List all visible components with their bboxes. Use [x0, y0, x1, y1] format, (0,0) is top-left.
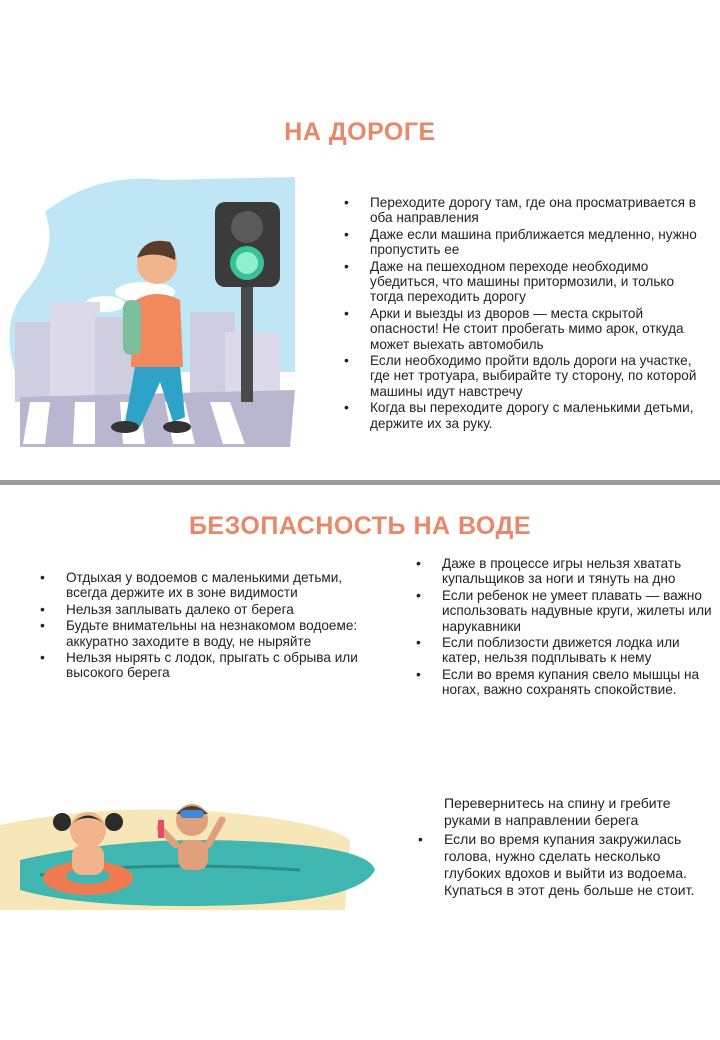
list-item: • Нельзя заплывать далеко от берега	[40, 602, 370, 617]
swimming-children-illustration	[0, 790, 380, 915]
water-rules-list-bottom	[418, 831, 718, 900]
list-item: • Арки и выезды из дворов — места скрытой опасности! Не стоит пробегать мимо арок, откуда может выехать автомобиль	[344, 306, 700, 352]
water-rules-list-right	[416, 556, 716, 699]
lead-text: Перевернитесь на спину и гребите руками в направлении берега	[444, 795, 671, 828]
water-rules-list-left	[40, 570, 370, 682]
list-item: • Если необходимо пройти вдоль дороги на участке, где нет тротуара, выбирайте ту сторону, по которой машины идут навстречу	[344, 353, 700, 399]
list-item: • Даже если машина приближается медленно, нужно пропустить ее	[344, 227, 700, 258]
list-item: • Отдыхая у водоемов с маленькими детьми, всегда держите их в зоне видимости	[40, 570, 370, 601]
pedestrian-crossing-illustration	[5, 172, 305, 457]
road-rules-list	[344, 195, 700, 432]
list-item: • Переходите дорогу там, где она просматривается в оба направления	[344, 195, 700, 226]
list-item: • Если во время купания свело мышцы на ногах, важно сохранять спокойствие.	[416, 667, 716, 698]
list-item: • Нельзя нырять с лодок, прыгать с обрыва или высокого берега	[40, 650, 370, 681]
section-divider	[0, 480, 720, 485]
water-section-title: БЕЗОПАСНОСТЬ НА ВОДЕ	[188, 512, 532, 540]
list-item: • Будьте внимательны на незнакомом водоеме: аккуратно заходите в воду, не ныряйте	[40, 618, 370, 649]
list-item: • Если ребенок не умеет плавать — важно использовать надувные круги, жилеты или нарукавники	[416, 588, 716, 634]
list-item: • Если поблизости движется лодка или катер, нельзя подплывать к нему	[416, 635, 716, 666]
list-item: • Когда вы переходите дорогу с маленькими детьми, держите их за руку.	[344, 400, 700, 431]
list-item: • Даже в процессе игры нельзя хватать купальщиков за ноги и тянуть на дно	[416, 556, 716, 587]
list-item: • Если во время купания закружилась голова, нужно сделать несколько глубоких вдохов и выйти из водоема. Купаться в этот день больше не стоит.	[418, 831, 718, 899]
road-section-title: НА ДОРОГЕ	[284, 118, 436, 146]
list-item: • Даже на пешеходном переходе необходимо убедиться, что машины притормозили, и только тогда переходить дорогу	[344, 259, 700, 305]
